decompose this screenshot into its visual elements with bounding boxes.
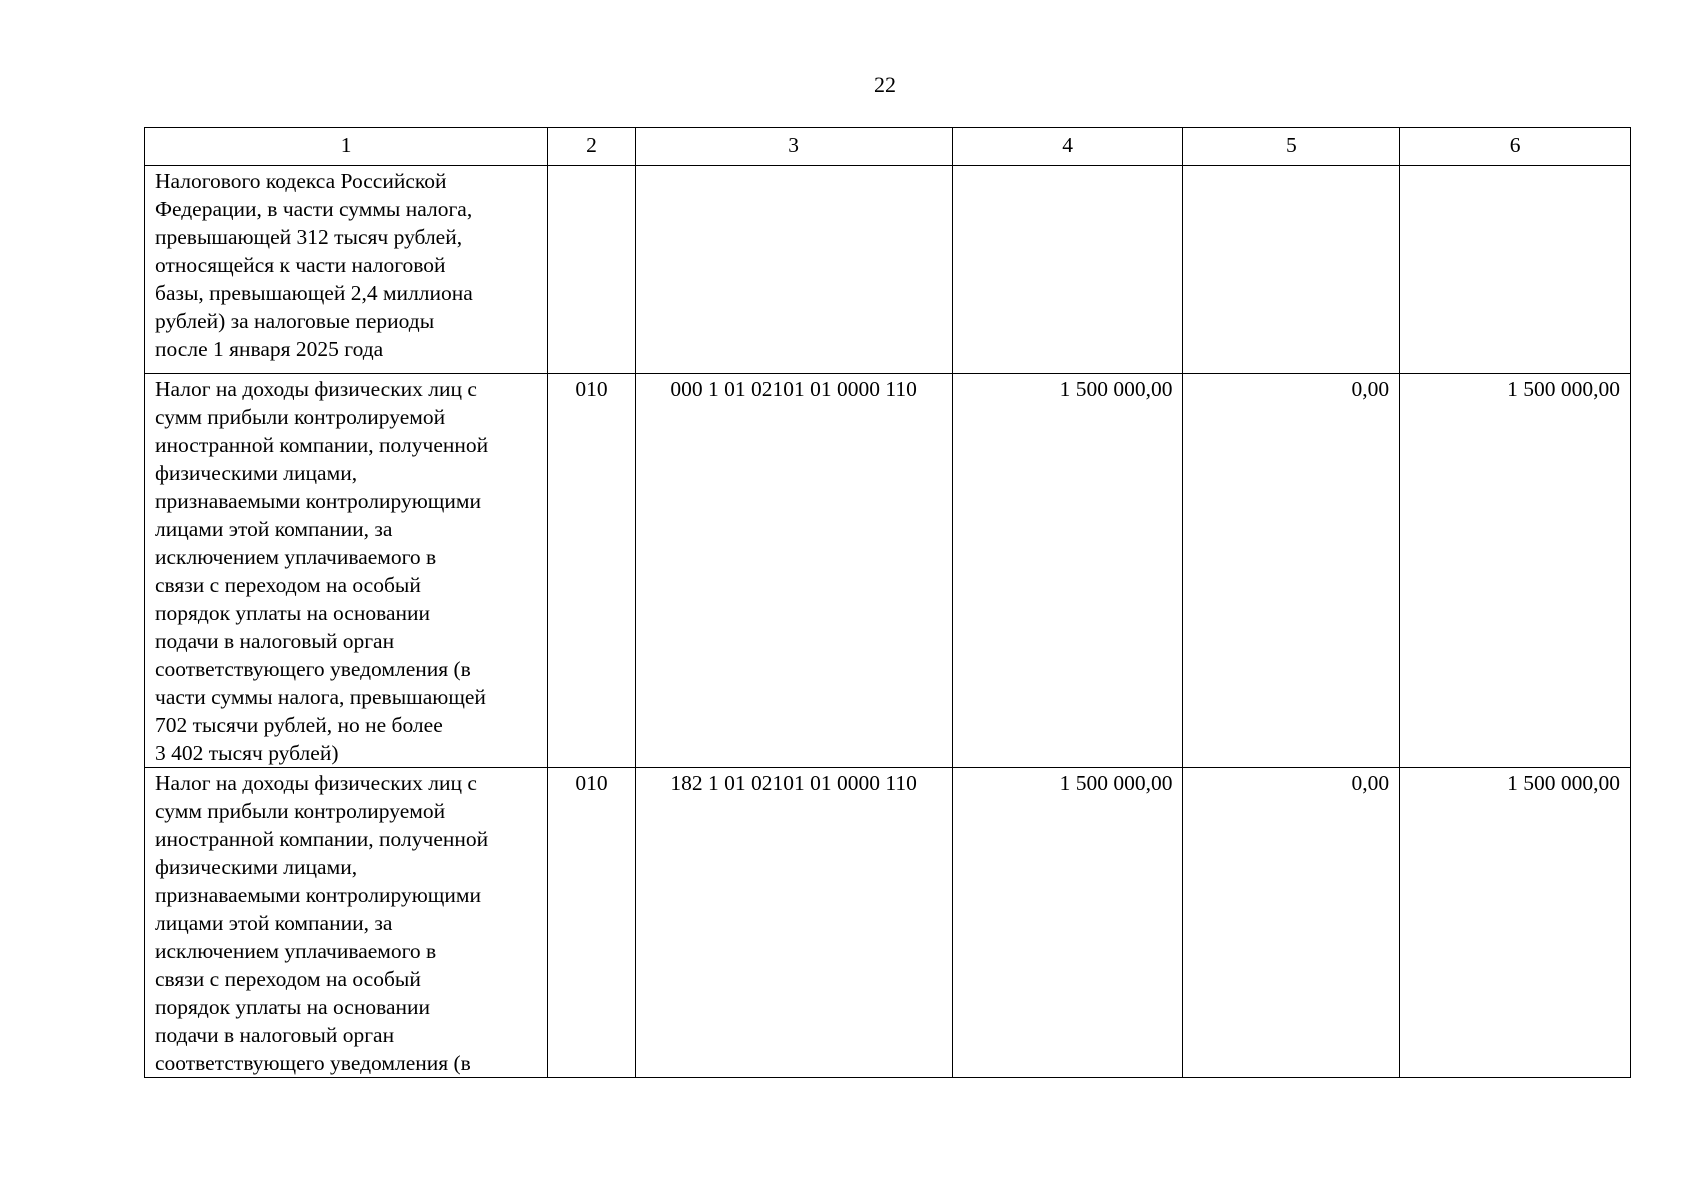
change-amount-cell: 0,00 [1183,374,1400,768]
kbk-cell: 000 1 01 02101 01 0000 110 [635,374,952,768]
plan-amount-cell: 1 500 000,00 [952,374,1183,768]
income-name-text: Налог на доходы физических лиц с сумм прибыли контролируемой иностранной компании, полученной физическими лицами, признаваемыми контролирующими лицами этой компании, за исключением уплачиваемого в связи с переходом на особый порядок уплаты на основании подачи в налоговый орган соответствующего уведомления (в [155,771,489,1075]
total-amount-cell: 1 500 000,00 [1400,768,1631,1078]
header-col-3: 3 [635,128,952,166]
header-col-6: 6 [1400,128,1631,166]
table-header-row [145,128,1631,166]
plan-amount-cell: 1 500 000,00 [952,768,1183,1078]
income-name-text: Налог на доходы физических лиц с сумм прибыли контролируемой иностранной компании, полученной физическими лицами, признаваемыми контролирующими лицами этой компании, за исключением уплачиваемого в связи с переходом на особый порядок уплаты на основании подачи в налоговый орган соответствующего уведомления (в части суммы налога, превышающей 702 тысячи рублей, но не более 3 402 тысяч рублей) [155,377,489,765]
total-amount-cell [1400,166,1631,374]
page-number: 22 [874,72,896,97]
table-row [145,166,1631,374]
table-row [145,768,1631,1078]
header-col-4: 4 [952,128,1183,166]
income-name-cell [145,374,548,768]
header-col-2: 2 [548,128,635,166]
kbk-cell [635,166,952,374]
admin-code-cell [548,166,635,374]
revenue-table [144,127,1631,1078]
income-name-cell [145,166,548,374]
change-amount-cell [1183,166,1400,374]
admin-code-cell: 010 [548,768,635,1078]
income-name-cell [145,768,548,1078]
plan-amount-cell [952,166,1183,374]
change-amount-cell: 0,00 [1183,768,1400,1078]
kbk-cell: 182 1 01 02101 01 0000 110 [635,768,952,1078]
income-name-text: Налогового кодекса Российской Федерации, в части суммы налога, превышающей 312 тысяч рублей, относящейся к части налоговой базы, превышающей 2,4 миллиона рублей) за налоговые периоды после 1 января 2025 года [155,169,473,361]
header-col-5: 5 [1183,128,1400,166]
admin-code-cell: 010 [548,374,635,768]
total-amount-cell: 1 500 000,00 [1400,374,1631,768]
table-row [145,374,1631,768]
header-col-1: 1 [145,128,548,166]
